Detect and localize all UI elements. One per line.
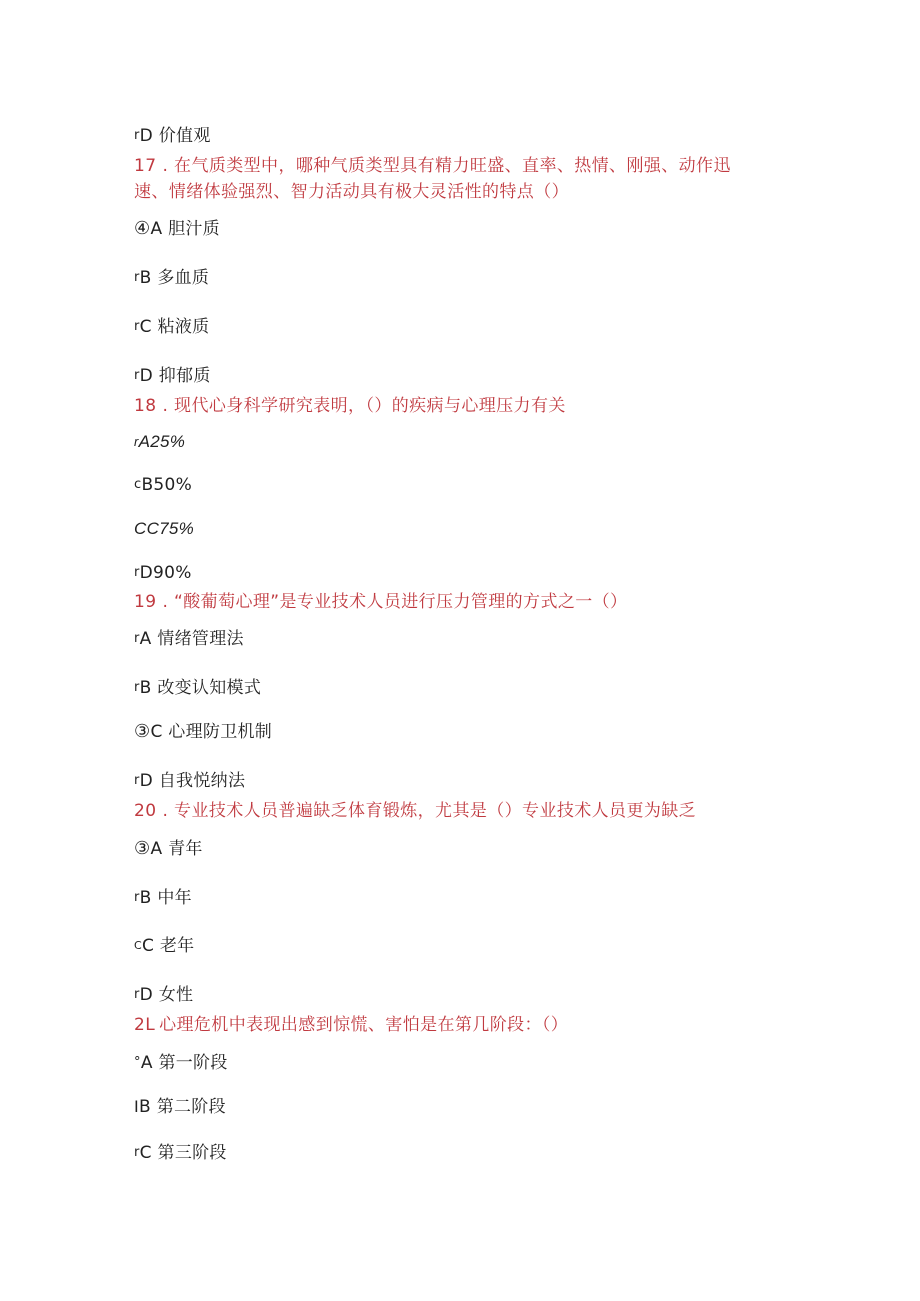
option-marker: C bbox=[134, 939, 142, 952]
question-number: 20 bbox=[134, 801, 157, 821]
question-text: 心理危机中表现出感到惊慌、害怕是在第几阶段：（） bbox=[159, 1015, 569, 1035]
option-text: A25% bbox=[138, 432, 186, 451]
option-text: C 心理防卫机制 bbox=[150, 722, 273, 742]
option-marker: ° bbox=[134, 1055, 141, 1070]
option-17-b[interactable] bbox=[134, 266, 209, 290]
option-20-d[interactable] bbox=[134, 983, 193, 1007]
option-20-b[interactable] bbox=[134, 886, 192, 910]
option-marker: r bbox=[134, 987, 140, 1002]
option-marker: r bbox=[134, 270, 140, 285]
option-text: D 自我悦纳法 bbox=[139, 771, 246, 791]
option-text: C 老年 bbox=[141, 936, 195, 956]
option-19-d[interactable] bbox=[134, 769, 245, 793]
option-text: A 胆汁质 bbox=[150, 219, 220, 239]
option-21-a[interactable] bbox=[134, 1051, 228, 1075]
option-marker: r bbox=[134, 128, 140, 143]
option-21-b[interactable] bbox=[134, 1095, 226, 1119]
question-17 bbox=[134, 154, 731, 178]
question-19 bbox=[134, 590, 627, 614]
option-text: A 情绪管理法 bbox=[139, 629, 244, 649]
question-20 bbox=[134, 799, 696, 823]
option-marker: c bbox=[134, 477, 142, 492]
question-18 bbox=[134, 394, 566, 418]
question-text: . 现代心身科学研究表明，（）的疾病与心理压力有关 bbox=[162, 396, 566, 416]
option-19-c[interactable] bbox=[134, 720, 272, 744]
option-text: D 女性 bbox=[139, 985, 194, 1005]
question-21 bbox=[134, 1013, 568, 1037]
option-text: B 中年 bbox=[139, 888, 192, 908]
option-marker: r bbox=[134, 1145, 140, 1160]
option-17-c[interactable] bbox=[134, 315, 209, 339]
option-18-c[interactable] bbox=[134, 517, 194, 541]
option-18-a[interactable] bbox=[134, 430, 185, 454]
question-text-continued: 速、情绪体验强烈、智力活动具有极大灵活性的特点（） bbox=[134, 182, 569, 202]
option-text: A 第一阶段 bbox=[140, 1053, 228, 1073]
option-16-d[interactable] bbox=[134, 124, 211, 148]
option-text: A 青年 bbox=[150, 839, 203, 859]
option-text: CC75% bbox=[134, 519, 195, 538]
option-text: D 抑郁质 bbox=[139, 366, 211, 386]
option-text: B 第二阶段 bbox=[139, 1097, 226, 1117]
option-19-b[interactable] bbox=[134, 676, 261, 700]
question-number: 19 bbox=[134, 592, 157, 612]
option-marker: r bbox=[134, 773, 140, 788]
option-17-a[interactable] bbox=[134, 217, 220, 241]
option-19-a[interactable] bbox=[134, 627, 244, 651]
option-17-d[interactable] bbox=[134, 364, 211, 388]
option-marker: r bbox=[134, 565, 140, 580]
option-18-d[interactable] bbox=[134, 561, 192, 585]
option-marker: r bbox=[134, 680, 140, 695]
option-marker: r bbox=[134, 434, 139, 449]
question-text: . 在气质类型中，哪种气质类型具有精力旺盛、直率、热情、刚强、动作迅 bbox=[162, 156, 731, 176]
option-text: B 多血质 bbox=[139, 268, 210, 288]
option-18-b[interactable] bbox=[134, 473, 192, 497]
question-number: 18 bbox=[134, 396, 157, 416]
question-number: 2L bbox=[134, 1015, 156, 1035]
option-20-a[interactable] bbox=[134, 837, 203, 861]
option-marker: r bbox=[134, 368, 140, 383]
option-text: B 改变认知模式 bbox=[139, 678, 262, 698]
option-marker: r bbox=[134, 631, 140, 646]
option-marker: r bbox=[134, 890, 140, 905]
option-marker: r bbox=[134, 319, 140, 334]
option-20-c[interactable] bbox=[134, 934, 194, 958]
option-text: D90% bbox=[139, 563, 192, 583]
option-marker: I bbox=[134, 1097, 140, 1116]
question-text: . 专业技术人员普遍缺乏体育锻炼，尤其是（）专业技术人员更为缺乏 bbox=[162, 801, 697, 821]
option-21-c[interactable] bbox=[134, 1141, 227, 1165]
question-17-continued bbox=[134, 180, 569, 204]
option-marker: ④ bbox=[134, 218, 151, 239]
option-text: C 第三阶段 bbox=[139, 1143, 227, 1163]
option-text: C 粘液质 bbox=[139, 317, 210, 337]
option-text: D 价值观 bbox=[139, 126, 211, 146]
question-text: . “酸葡萄心理”是专业技术人员进行压力管理的方式之一（） bbox=[162, 592, 628, 612]
option-marker: ③ bbox=[134, 721, 151, 742]
question-number: 17 bbox=[134, 156, 157, 176]
option-text: B50% bbox=[141, 475, 193, 495]
option-marker: ③ bbox=[134, 838, 151, 859]
